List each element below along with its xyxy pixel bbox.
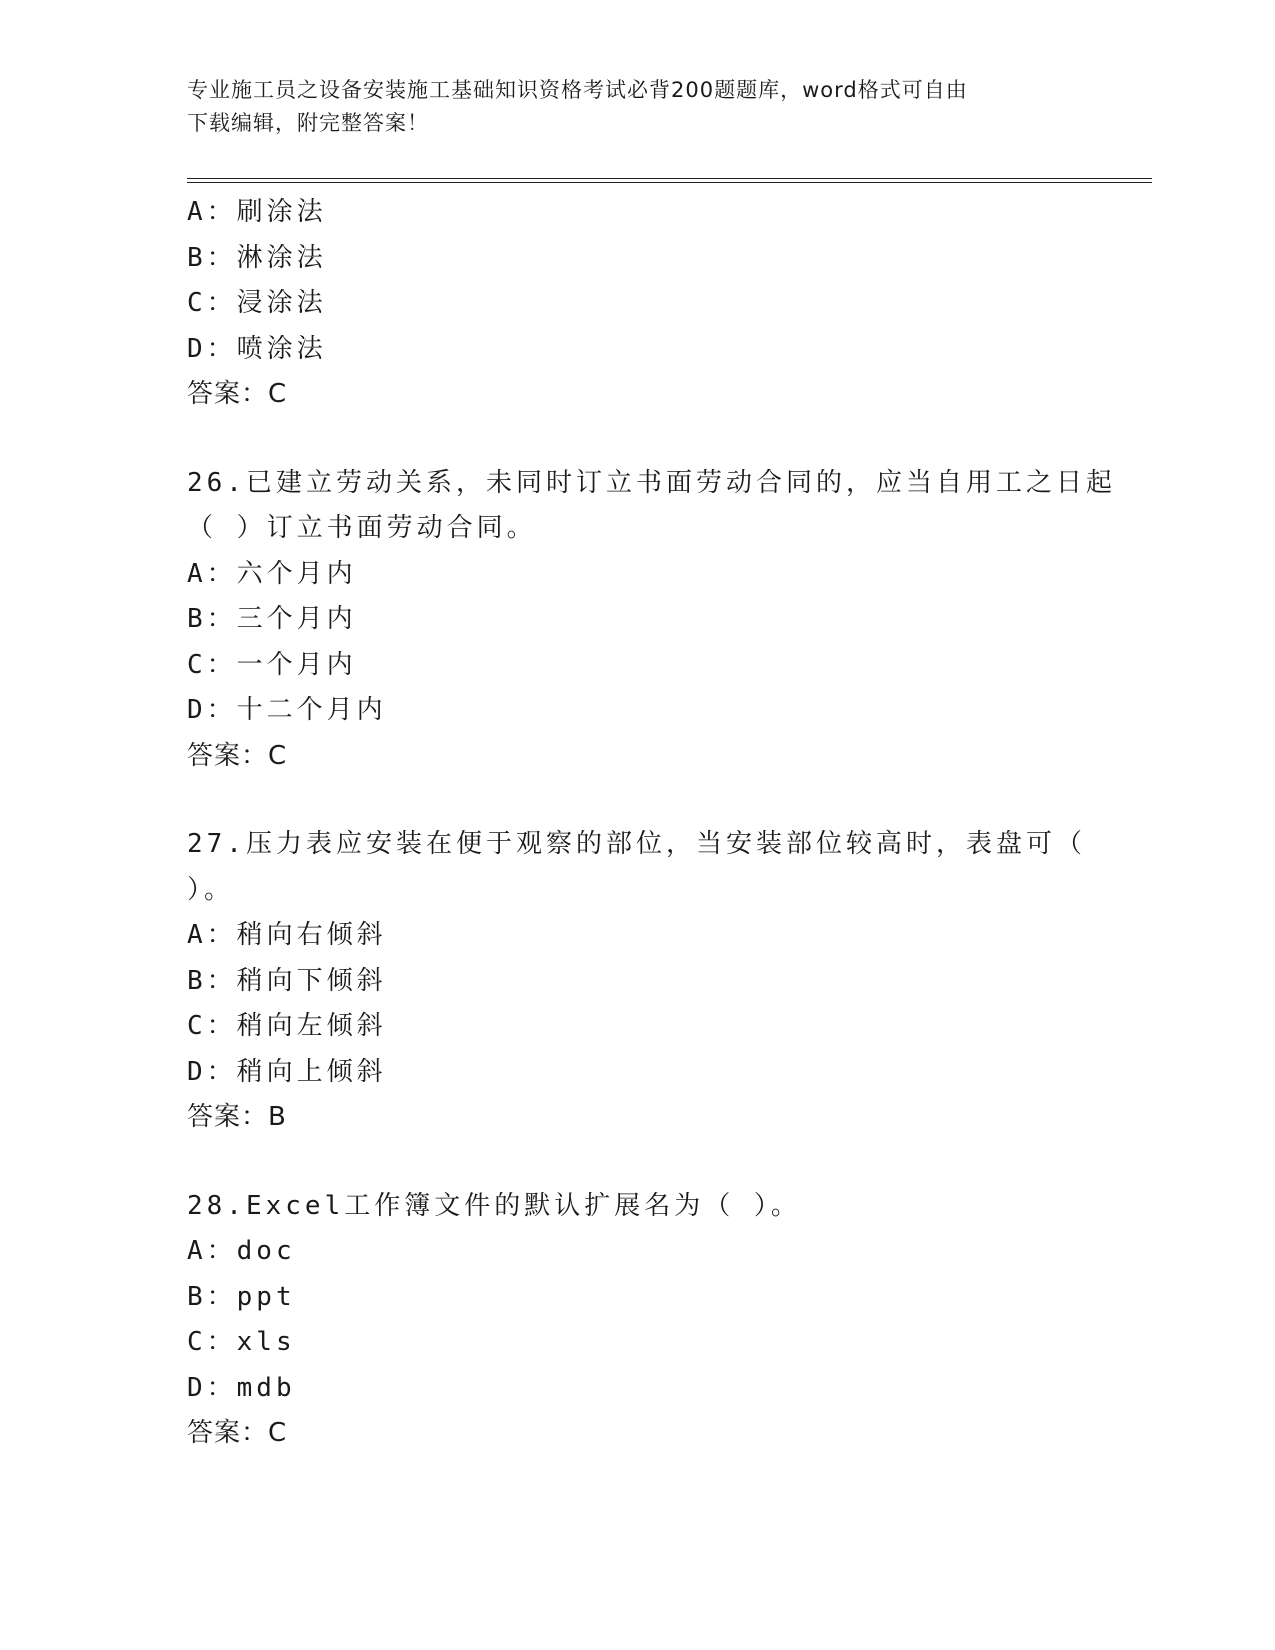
option-a: A：六个月内 bbox=[187, 558, 357, 589]
option-a: A：doc bbox=[187, 1236, 296, 1266]
option-d: D：十二个月内 bbox=[187, 695, 387, 725]
answer-line: 答案：C bbox=[187, 1418, 288, 1448]
option-a: A：刷涂法 bbox=[187, 197, 327, 227]
header-divider-bottom bbox=[187, 182, 1152, 183]
option-c: C：稍向左倾斜 bbox=[187, 1011, 387, 1041]
block-spacer bbox=[187, 779, 1087, 822]
question-text-line: （ ）订立书面劳动合同。 bbox=[187, 513, 537, 543]
option-c: C：一个月内 bbox=[187, 649, 357, 680]
header-divider-top bbox=[187, 178, 1152, 179]
option-b: B：稍向下倾斜 bbox=[187, 965, 387, 996]
option-c: C：浸涂法 bbox=[187, 288, 327, 318]
answer-line: 答案：B bbox=[187, 1102, 287, 1132]
option-d: D：mdb bbox=[187, 1372, 296, 1403]
header-line-1: 专业施工员之设备安装施工基础知识资格考试必背200题题库，word格式可自由 bbox=[187, 78, 968, 102]
question-text-line: 26.已建立劳动关系，未同时订立书面劳动合同的，应当自用工之日起 bbox=[187, 467, 1116, 498]
question-content bbox=[187, 190, 1116, 1457]
document-header bbox=[187, 74, 1087, 140]
question-block-25 bbox=[187, 190, 1087, 418]
answer-line: 答案：C bbox=[187, 740, 288, 771]
option-c: C：xls bbox=[187, 1327, 296, 1357]
header-line-2: 下载编辑，附完整答案！ bbox=[187, 111, 429, 135]
option-b: B：三个月内 bbox=[187, 604, 357, 634]
block-spacer bbox=[187, 418, 1087, 461]
question-text-line: 27.压力表应安装在便于观察的部位，当安装部位较高时，表盘可（ bbox=[187, 829, 1086, 859]
option-b: B：ppt bbox=[187, 1281, 296, 1312]
question-text-line: ）。 bbox=[187, 874, 235, 905]
answer-line: 答案：C bbox=[187, 379, 288, 409]
option-d: D：喷涂法 bbox=[187, 333, 327, 364]
question-block-28 bbox=[187, 1184, 1087, 1457]
option-d: D：稍向上倾斜 bbox=[187, 1056, 387, 1087]
question-block-26 bbox=[187, 461, 1116, 780]
option-a: A：稍向右倾斜 bbox=[187, 920, 387, 950]
block-spacer bbox=[187, 1141, 1087, 1184]
option-b: B：淋涂法 bbox=[187, 242, 327, 273]
question-block-27 bbox=[187, 822, 1087, 1141]
question-text-line: 28.Excel工作簿文件的默认扩展名为（ ）。 bbox=[187, 1190, 801, 1221]
